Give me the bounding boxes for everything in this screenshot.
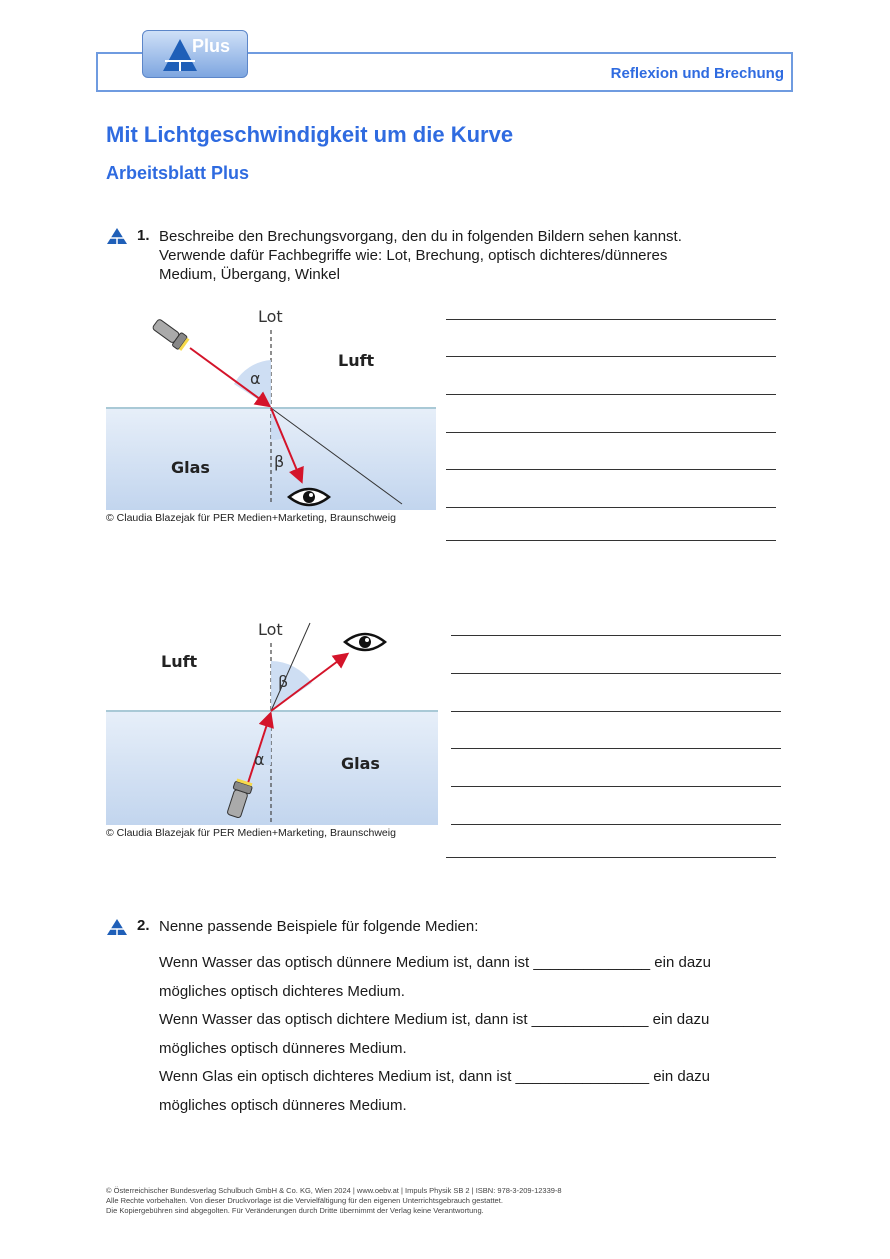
flashlight-icon	[151, 317, 190, 352]
task-text-line: Nenne passende Beispiele für folgende Medien:	[159, 918, 479, 935]
task-number: 1.	[137, 227, 150, 244]
answer-line[interactable]	[451, 711, 781, 712]
answer-line[interactable]	[451, 786, 781, 787]
footer-line: Die Kopiergebühren sind abgegolten. Für Veränderungen durch Dritte übernimmt der Verlag keine Verantwortung.	[106, 1206, 484, 1215]
task-text-line: Beschreibe den Brechungsvorgang, den du in folgenden Bildern sehen kannst.	[159, 228, 682, 245]
fill-in-sentence: mögliches optisch dünneres Medium.	[159, 1040, 407, 1057]
angle-beta-label: β	[278, 672, 289, 691]
task-text-line: Medium, Übergang, Winkel	[159, 266, 340, 283]
answer-line[interactable]	[446, 507, 776, 508]
fill-in-sentence: mögliches optisch dünneres Medium.	[159, 1097, 407, 1114]
answer-line[interactable]	[446, 356, 776, 357]
angle-alpha-label: α	[250, 369, 261, 388]
answer-line[interactable]	[446, 432, 776, 433]
air-label: Luft	[161, 652, 198, 671]
answer-line[interactable]	[446, 319, 776, 320]
image-credit: © Claudia Blazejak für PER Medien+Marketing, Braunschweig	[106, 512, 396, 524]
section-title: Reflexion und Brechung	[610, 65, 784, 82]
page-subtitle: Arbeitsblatt Plus	[106, 163, 250, 183]
angle-beta-label: β	[274, 452, 285, 471]
image-credit: © Claudia Blazejak für PER Medien+Marketing, Braunschweig	[106, 827, 396, 839]
lot-label: Lot	[258, 620, 283, 639]
answer-line[interactable]	[446, 469, 776, 470]
fill-in-sentence: mögliches optisch dichteres Medium.	[159, 983, 405, 1000]
refraction-figure-glass-to-air	[106, 615, 438, 827]
answer-line[interactable]	[446, 394, 776, 395]
footer	[106, 1186, 562, 1216]
task-triangle-icon	[106, 918, 128, 936]
air-label: Luft	[338, 351, 375, 370]
fill-in-sentence[interactable]: Wenn Wasser das optisch dünnere Medium ist, dann ist ______________ ein dazu	[159, 954, 712, 971]
task-triangle-icon	[106, 227, 128, 245]
fill-in-sentence[interactable]: Wenn Glas ein optisch dichteres Medium ist, dann ist ________________ ein dazu	[159, 1068, 710, 1085]
answer-line[interactable]	[451, 748, 781, 749]
logo-text: Plus	[192, 36, 231, 56]
lot-label: Lot	[258, 307, 283, 326]
glass-label: Glas	[341, 754, 380, 773]
answer-line[interactable]	[446, 540, 776, 541]
fill-in-sentence[interactable]: Wenn Wasser das optisch dichtere Medium ist, dann ist ______________ ein dazu	[159, 1011, 710, 1028]
angle-alpha-label: α	[254, 750, 265, 769]
page-title: Mit Lichtgeschwindigkeit um die Kurve	[106, 122, 514, 147]
task-text-line: Verwende dafür Fachbegriffe wie: Lot, Brechung, optisch dichteres/dünneres	[159, 247, 668, 264]
answer-line[interactable]	[451, 673, 781, 674]
task-number: 2.	[137, 917, 150, 934]
footer-line: Alle Rechte vorbehalten. Von dieser Druckvorlage ist die Vervielfältigung für den eigenen Unterrichtsgebrauch gestattet.	[106, 1196, 503, 1205]
footer-line: © Österreichischer Bundesverlag Schulbuch GmbH & Co. KG, Wien 2024 | www.oebv.at | Impuls Physik SB 2 | ISBN: 978-3-209-12339-8	[106, 1186, 562, 1195]
glass-label: Glas	[171, 458, 210, 477]
answer-line[interactable]	[451, 824, 781, 825]
answer-line[interactable]	[451, 635, 781, 636]
eye-icon	[345, 634, 385, 650]
answer-line[interactable]	[446, 857, 776, 858]
refraction-figure-air-to-glass	[106, 300, 438, 512]
